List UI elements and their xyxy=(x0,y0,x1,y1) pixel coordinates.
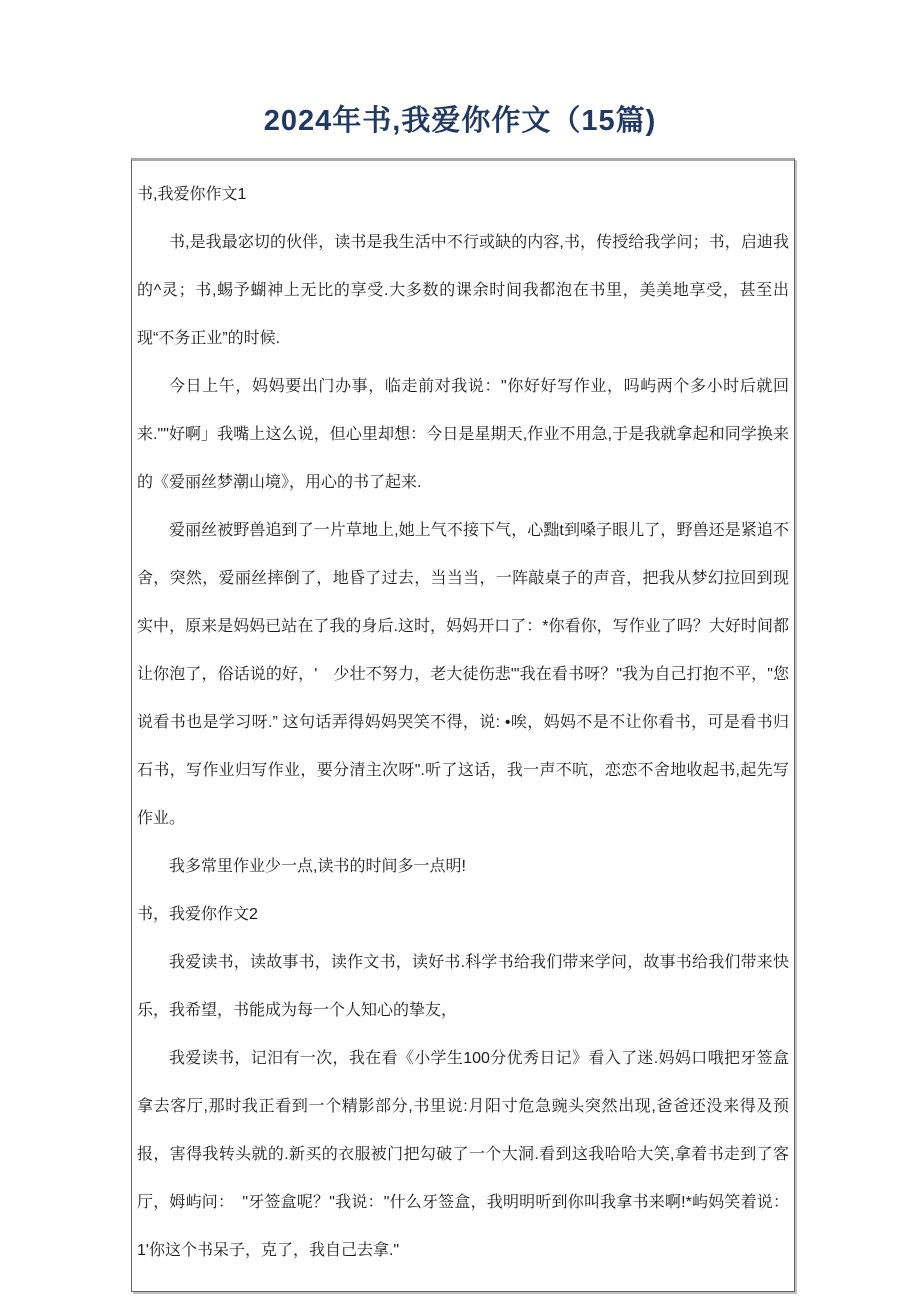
essay-heading: 书，我爱你作文2 xyxy=(137,906,258,924)
essay-paragraph: 今日上午，妈妈要出门办事，临走前对我说："你好好写作业，吗屿两个多小时后就回来.""好啊」我嘴上这么说，但心里却想：今日是星期天,作业不用急,于是我就拿起和同学换来的《爱丽丝梦潮山境》，用心的书了起来. xyxy=(137,378,789,492)
essay-content-box xyxy=(131,158,795,1292)
essay-paragraph: 我爱读书，记汨有一次，我在看《小学生100分优秀日记》看入了迷.妈妈口哦把牙签盒拿去客厅,那时我正看到一个精影部分,书里说:月阳寸危急豌头突然出现,爸爸还没来得及预报，害得我转头就的.新买的衣服被门把勾破了一个大洞.看到这我哈哈大笑,拿着书走到了客厅，姆屿问： "牙签盒呢？"我说："什么牙签盒，我明明听到你叫我拿书来啊!*屿妈笑着说：1'你这个书呆子，克了，我自己去拿." xyxy=(137,1050,789,1260)
essay-paragraph: 爱丽丝被野兽追到了一片草地上,她上气不接下气，心黜t到嗓子眼儿了，野兽还是紧追不舍，突然，爱丽丝摔倒了，地昏了过去，当当当，一阵敲桌子的声音，把我从梦幻拉回到现实中，原来是妈妈已站在了我的身后.这时，妈妈开口了：*你看你，写作业了吗？大好时间都让你泡了，俗话说的好，' 少壮不努力，老大徒伤悲"'我在看书呀？"我为自己打抱不平，"您说看书也是学习呀.” 这句话弄得妈妈哭笑不得，说: •唉，妈妈不是不让你看书，可是看书归石书，写作业归写作业，要分清主次呀".听了这话，我一声不吭，恋恋不舍地收起书,起先写作业。 xyxy=(137,522,789,828)
essay-heading: 书,我爱你作文1 xyxy=(137,186,247,204)
essay-paragraph: 书,是我最宓切的伙伴，读书是我生活中不行或缺的内容,书，传授给我学问；书，启迪我的^灵；书,蜴予蝴神上无比的享受.大多数的课余时间我都泡在书里，美美地享受，甚至出现“不务正业”的时候. xyxy=(137,234,789,348)
essay-paragraph: 我多常里作业少一点,读书的时间多一点明! xyxy=(169,858,466,876)
document-title: 2024年书,我爱你作文（15篇) xyxy=(263,105,657,137)
essay-paragraph: 我爱读书，读故事书，读作文书，读好书.科学书给我们带来学问，故事书给我们带来快乐，我希望，书能成为每一个人知心的挚友， xyxy=(137,954,789,1020)
